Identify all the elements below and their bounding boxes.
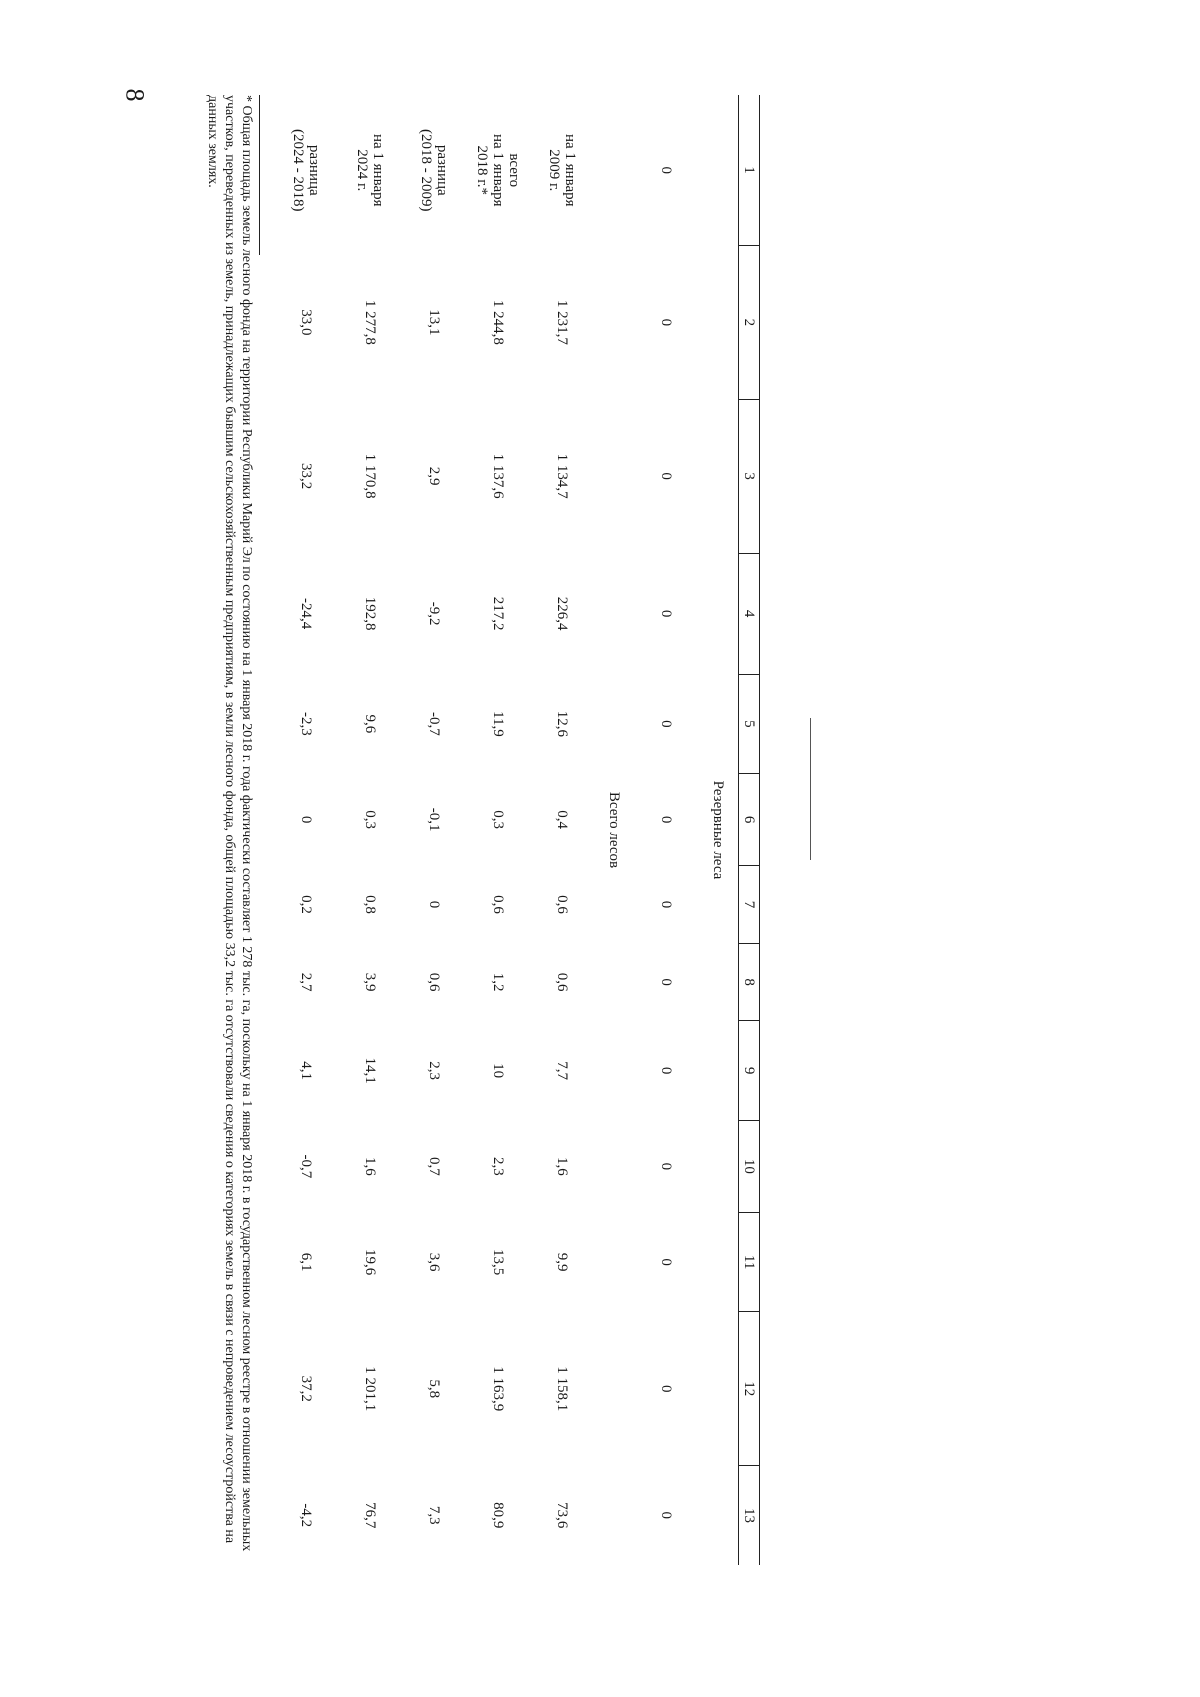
table-cell: 1 163,9 [490,1366,506,1412]
table-cell: 2,7 [298,972,314,992]
table-cell: -9,2 [426,601,442,626]
column-header: 2 [739,246,760,400]
table-cell: 0 [426,900,442,909]
table-cell: 0,7 [426,1156,442,1176]
row-label: на 1 января 2009 г. [546,133,578,207]
table-cell: 80,9 [490,1502,506,1529]
table-cell: 192,8 [362,596,378,631]
table-cell: 0,2 [298,895,314,914]
footnote: * Общая площадь земель лесного фонда на территории Республики Марий Эл по состоянию на 1 января 2018 г. года фактически составляет 1 278 тыс. га, поскольку на 1 января 2018 г. в государственном лесном реестре в отношении земельных участков, переведенных из земель, принадлежащих бывшим сельскохозяйственным предприятиям, в земли лесного фонда, общей площадью 33,2 тыс. га отсутствовали сведения о категориях земель в связи с непроведением лесоустройства на данных землях. [205,95,254,1552]
table-cell: -2,3 [298,712,314,736]
table-cell: 0,3 [490,810,506,830]
table-cell: 0 [658,1066,674,1075]
column-header: 10 [739,1120,760,1212]
table-cell: 10 [490,1063,506,1079]
table-cell: 0 [658,609,674,618]
table-cell: 2,9 [426,466,442,486]
table-cell: 33,0 [298,309,314,336]
table-cell: 217,2 [490,596,506,631]
table-cell: 0 [658,720,674,728]
table-cell: 13,5 [490,1248,506,1276]
table-cell: 33,2 [298,463,314,490]
table-row [402,95,466,1565]
table-row [634,95,698,1565]
table-cell: 226,4 [554,596,570,631]
table-cell: -24,4 [298,598,314,630]
table-cell: 0,3 [362,810,378,830]
column-header: 1 [739,95,760,246]
rotated-table-block [190,95,760,1615]
table-cell: 0 [658,978,674,986]
table-cell: 1,6 [362,1156,378,1176]
table-cell: 1,2 [490,972,506,992]
table-cell: 7,3 [426,1505,442,1525]
table-cell: -0,1 [426,807,442,832]
table-cell: 19,6 [362,1248,378,1276]
column-header: 8 [739,943,760,1021]
table-cell: 2,3 [490,1156,506,1176]
table-cell: 3,9 [362,972,378,992]
table-row [274,95,338,1565]
row-label: на 1 января 2024 г. [354,133,386,207]
table-cell: -0,7 [426,712,442,736]
table-cell: 9,9 [554,1252,570,1272]
table-cell: 73,6 [554,1502,570,1529]
column-header: 7 [739,866,760,944]
table-cell: 2,3 [426,1061,442,1080]
table-cell: 0 [658,318,674,327]
row-label: разница (2018 - 2009) [418,129,450,212]
table-cell: 1 170,8 [362,453,378,499]
table-cell: 13,1 [426,309,442,336]
table-cell: 5,8 [426,1379,442,1399]
footnote-rule [259,95,260,255]
table-cell: 0,4 [554,810,570,830]
table-cell: 1 244,8 [490,299,506,345]
table-cell: 1 277,8 [362,299,378,345]
column-header: 5 [739,674,760,773]
table-cell: 0 [298,815,314,824]
table-cell: 37,2 [298,1375,314,1402]
forest-table [274,95,760,1565]
table-body [274,95,739,1565]
table-cell: 0,6 [554,972,570,992]
column-header: 4 [739,553,760,674]
table-cell: 1 201,1 [362,1366,378,1412]
table-cell: 0 [658,472,674,480]
header-row [739,95,760,1565]
table-cell: -4,2 [298,1503,314,1528]
table-cell: 1 137,6 [490,453,506,499]
section-title-text: Резервные леса [710,780,726,880]
table-cell: 0 [658,166,674,174]
subsection-title [594,95,634,1565]
table-cell: 1 158,1 [554,1366,570,1412]
table-cell: -0,7 [298,1154,314,1179]
table-cell: 0 [658,1384,674,1393]
table-cell: 76,7 [362,1502,378,1529]
column-header: 12 [739,1312,760,1466]
table-cell: 12,6 [554,710,570,738]
column-header: 6 [739,774,760,866]
table-cell: 7,7 [554,1061,570,1080]
column-header: 3 [739,399,760,553]
table-cell: 0 [658,1258,674,1266]
section-title [698,95,739,1565]
table-cell: 0 [658,900,674,909]
table-cell: 0,6 [554,895,570,914]
table-cell: 0,6 [426,972,442,992]
table-cell: 0,6 [490,895,506,914]
table-cell: 1,6 [554,1156,570,1176]
row-label: разница (2024 - 2018) [290,129,322,212]
table-row [530,95,594,1565]
table-cell: 3,6 [426,1252,442,1272]
table-cell: 9,6 [362,714,378,734]
table-cell: 1 231,7 [554,299,570,345]
table-row [466,95,530,1565]
table-cell: 0 [658,1162,674,1171]
column-header: 13 [739,1466,760,1565]
separator-line [810,718,811,860]
table-row [338,95,402,1565]
column-header: 9 [739,1021,760,1120]
subsection-title-text: Всего лесов [606,791,622,869]
table-cell: 6,1 [298,1252,314,1272]
row-label: всего на 1 января 2018 г.* [474,133,522,207]
column-header: 11 [739,1212,760,1311]
table-cell: 1 134,7 [554,453,570,499]
table-cell: 0 [658,815,674,824]
table-cell: 11,9 [490,711,506,737]
table-cell: 0 [658,1511,674,1520]
table-cell: 14,1 [362,1057,378,1084]
table-cell: 4,1 [298,1061,314,1080]
page-number: 8 [120,88,150,102]
table-cell: 0,8 [362,895,378,914]
